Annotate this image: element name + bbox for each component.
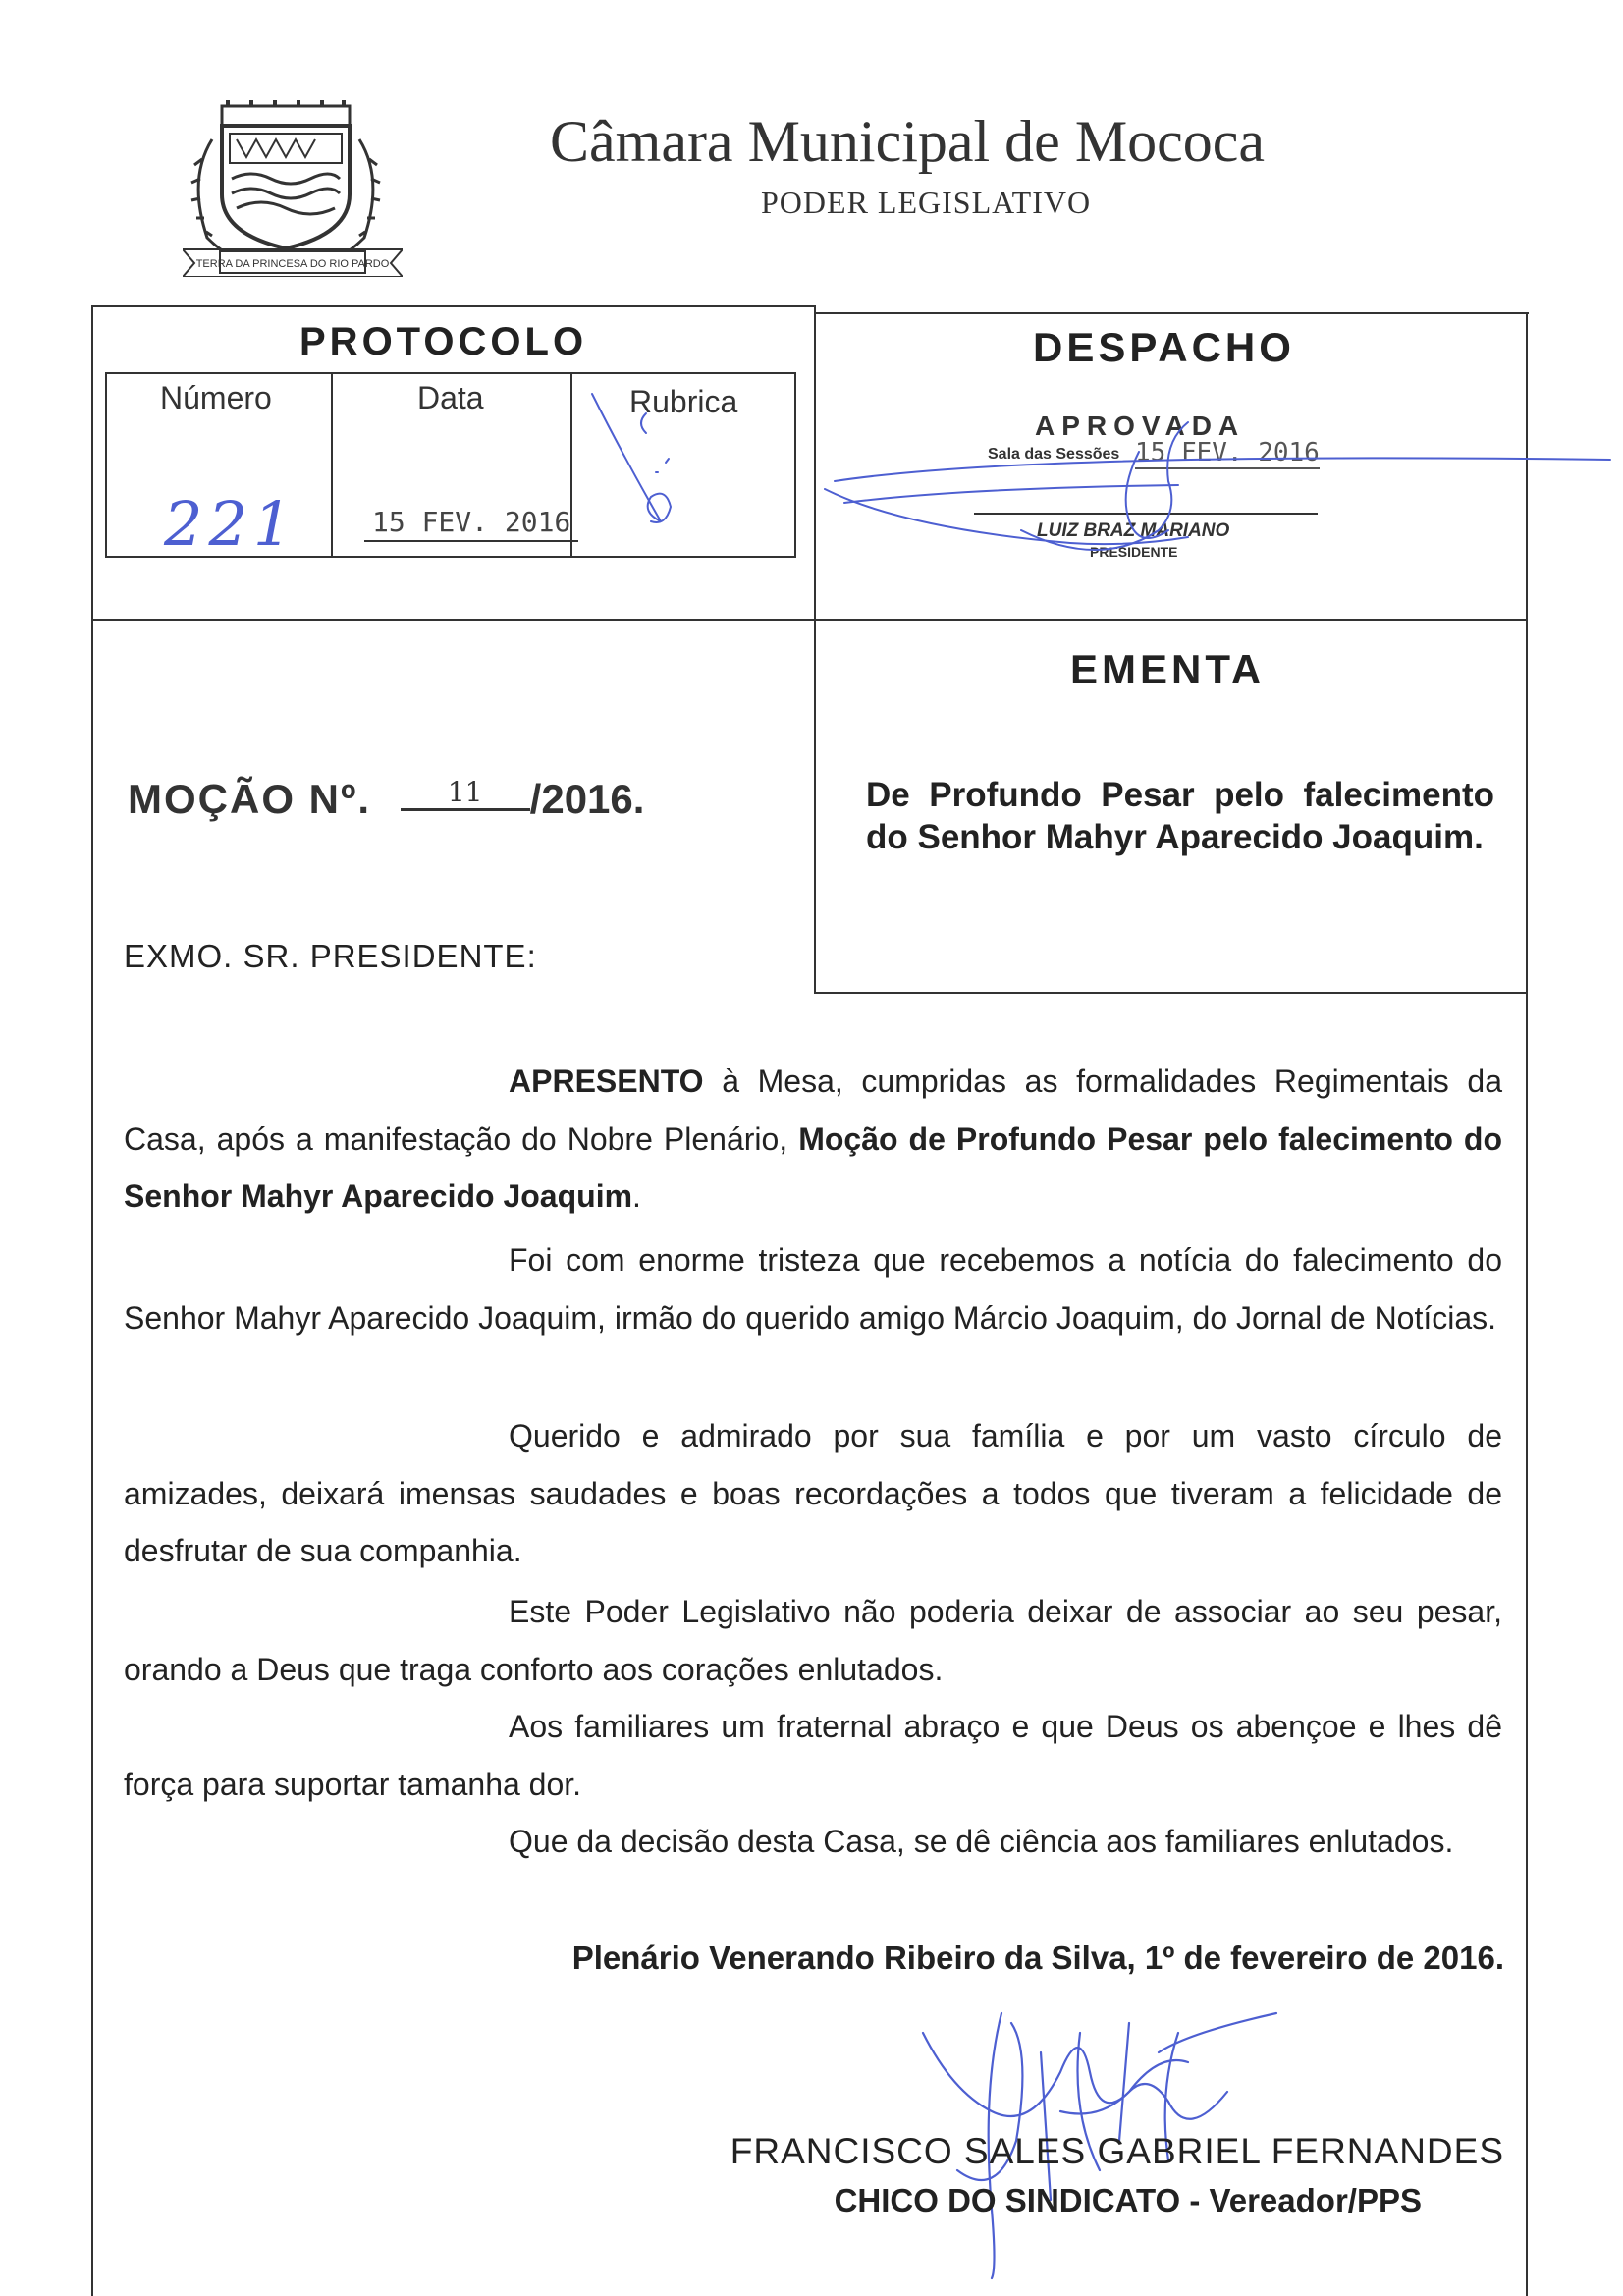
paragraph-1: APRESENTO à Mesa, cumpridas as formalidades Regimentais da Casa, após a manifestação do Nobre Plenário, Moção de Profundo Pesar pelo falecimento do Senhor Mahyr Aparecido Joaquim. (124, 1064, 1503, 1214)
municipal-crest-logo (183, 100, 403, 277)
stamp-status: APROVADA (1035, 410, 1246, 441)
closing-line: Plenário Venerando Ribeiro da Silva, 1º de fevereiro de 2016. (571, 1940, 1504, 1976)
protocolo-col-data: Data (417, 380, 484, 415)
ementa-heading: EMENTA (1070, 646, 1266, 692)
mocao-prefix: MOÇÃO Nº. (128, 776, 371, 822)
mocao-number: 11 (401, 776, 530, 811)
frame-right-border (1526, 312, 1528, 2296)
rubrica-initials (572, 374, 796, 556)
protocolo-col-numero: Número (160, 380, 272, 415)
protocolo-col-rubrica: Rubrica (629, 384, 738, 419)
ementa-bottom-rule (814, 992, 1528, 994)
salutation: EXMO. SR. PRESIDENTE: (124, 938, 537, 974)
protocolo-table (105, 372, 796, 558)
signatory-title: CHICO DO SINDICATO - Vereador/PPS (834, 2182, 1422, 2218)
protocolo-numero-value: 221 (164, 488, 298, 560)
paragraph-6: Que da decisão desta Casa, se dê ciência aos familiares enlutados. (509, 1824, 1454, 1859)
paragraph-4: Este Poder Legislativo não poderia deixar de associar ao seu pesar, orando a Deus que traga conforto aos corações enlutados. (124, 1594, 1502, 1687)
svg-text:TERRA DA PRINCESA DO RIO PARDO: TERRA DA PRINCESA DO RIO PARDO (195, 258, 390, 270)
stamp-name: LUIZ BRAZ MARIANO (1037, 520, 1230, 541)
mocao-year: /2016. (529, 776, 645, 822)
paragraph-5: Aos familiares um fraternal abraço e que Deus os abençoe e lhes dê força para suportar tamanha dor. (124, 1709, 1502, 1802)
despacho-signature (815, 412, 1623, 589)
organization-name: Câmara Municipal de Mococa (550, 109, 1266, 174)
mocao-number-line (128, 776, 644, 823)
paragraph-2: Foi com enorme tristeza que recebemos a notícia do falecimento do Senhor Mahyr Aparecido Joaquim, irmão do querido amigo Márcio Joaquim, do Jornal de Notícias. (124, 1242, 1502, 1336)
frame-top-left (91, 305, 814, 307)
stamp-sala-label: Sala das Sessões (988, 446, 1120, 463)
despacho-heading: DESPACHO (1033, 324, 1295, 370)
organization-subtitle: PODER LEGISLATIVO (761, 185, 1092, 220)
paragraph-3: Querido e admirado por sua família e por um vasto círculo de amizades, deixará imensas saudades e boas recordações a todos que tiveram a felicidade de desfrutar de sua companhia. (124, 1418, 1502, 1568)
protocolo-heading: PROTOCOLO (299, 320, 588, 363)
ementa-text: De Profundo Pesar pelo falecimento do Senhor Mahyr Aparecido Joaquim. (866, 776, 1494, 856)
protocolo-data-value: 15 FEV. 2016 (364, 506, 578, 542)
frame-left-border (91, 305, 93, 2296)
frame-middle-rule (91, 619, 1528, 621)
frame-top-right (815, 312, 1529, 314)
signatory-name: FRANCISCO SALES GABRIEL FERNANDES (730, 2131, 1504, 2171)
stamp-role: PRESIDENTE (1090, 544, 1178, 560)
frame-center-divider (814, 305, 816, 993)
stamp-date: 15 FEV. 2016 (1135, 438, 1320, 467)
